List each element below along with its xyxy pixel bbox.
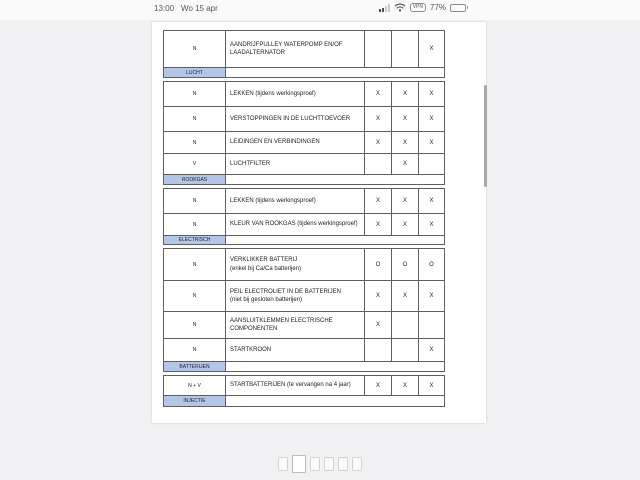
description-cell: AANSLUITKLEMMEN ELECTRISCHE COMPONENTEN (226, 312, 365, 338)
mark-cell: X (429, 347, 434, 353)
table-row (163, 311, 445, 339)
description-cell: VERKLIKKER BATTERIJ (enkel bij Ca/Ca batterijen) (226, 249, 365, 280)
table-row (163, 30, 445, 68)
mark-cell: X (365, 132, 392, 153)
mark-cell: X (392, 281, 419, 311)
section-row (163, 395, 445, 407)
code-cell: N (164, 281, 226, 311)
section-label: ELECTRISCH (164, 236, 226, 244)
section-row (163, 361, 445, 372)
document-page[interactable] (152, 22, 486, 423)
battery-icon (450, 3, 468, 12)
description-cell: PEIL ELECTROLIET IN DE BATTERIJEN (niet bij gesloten batterijen) (226, 281, 365, 311)
mark-cell (365, 339, 392, 361)
description-cell: STARTBATTERIJEN (te vervangen na 4 jaar) (226, 376, 365, 395)
description-cell: STARTKROON (226, 339, 365, 361)
mark-cell (365, 154, 392, 174)
scrollbar[interactable] (484, 85, 487, 187)
mark-cell (392, 339, 419, 361)
maintenance-table (163, 31, 445, 407)
mark-cell: X (365, 312, 392, 338)
mark-cell: O (392, 249, 419, 280)
mark-cell: O (429, 261, 434, 268)
table-row (163, 153, 445, 175)
section-label: ROOKGAS (164, 175, 226, 184)
section-label: INJECTIE (164, 396, 226, 406)
mark-cell: X (392, 132, 419, 153)
mark-cell: O (365, 249, 392, 280)
section-row (163, 235, 445, 245)
mark-cell: X (365, 189, 392, 213)
table-row (163, 81, 445, 107)
mark-cell: X (392, 82, 419, 106)
cellular-signal-icon (379, 4, 390, 12)
code-cell: N (164, 31, 226, 67)
code-cell: N (164, 339, 226, 361)
table-row (163, 188, 445, 214)
code-cell: N (164, 312, 226, 338)
page-thumbnail[interactable] (278, 457, 288, 471)
section-row (163, 174, 445, 185)
clock-label: 13:00 (154, 4, 175, 13)
mark-cell: X (365, 82, 392, 106)
table-row (163, 106, 445, 132)
status-bar (0, 0, 640, 20)
section-label: LUCHT (164, 68, 226, 77)
mark-cell: X (365, 281, 392, 311)
table-row (163, 213, 445, 236)
mark-cell: X (429, 139, 434, 146)
description-cell: LEKKEN (tijdens werkingsproef) (226, 189, 365, 213)
mark-cell (419, 154, 444, 174)
section-row-spacer (226, 396, 444, 406)
battery-percent-label: 77% (429, 3, 446, 12)
table-row (163, 338, 445, 362)
table-row (163, 375, 445, 396)
section-row (163, 67, 445, 78)
description-cell: KLEUR VAN ROOKGAS (tijdens werkingsproef) (226, 214, 365, 235)
mark-cell: X (429, 221, 434, 228)
section-row-spacer (226, 175, 444, 184)
mark-cell: X (365, 376, 392, 395)
page-thumbnail[interactable] (338, 457, 348, 471)
mark-cell: X (429, 46, 434, 52)
mark-cell: X (392, 154, 419, 174)
mark-cell: X (392, 376, 419, 395)
table-row (163, 248, 445, 281)
table-row (163, 131, 445, 154)
code-cell: N (164, 107, 226, 131)
description-cell: LUCHTFILTER (226, 154, 365, 174)
mark-cell: X (429, 198, 434, 204)
description-cell: LEIDINGEN EN VERBINDINGEN (226, 132, 365, 153)
description-cell: VERSTOPPINGEN IN DE LUCHTTOEVOER (226, 107, 365, 131)
mark-cell (365, 31, 392, 67)
code-cell: N (164, 214, 226, 235)
mark-cell (392, 312, 419, 338)
code-cell: N (164, 132, 226, 153)
code-cell: N + V (164, 376, 226, 395)
page-thumbnail[interactable] (292, 455, 306, 473)
section-label: BATTERIJEN (164, 362, 226, 371)
code-cell: N (164, 249, 226, 280)
vpn-badge: VPN (410, 3, 426, 12)
section-row-spacer (226, 236, 444, 244)
date-label: Wo 15 apr (181, 4, 218, 13)
code-cell: N (164, 82, 226, 106)
mark-cell: X (429, 382, 434, 389)
mark-cell: X (365, 107, 392, 131)
section-row-spacer (226, 68, 444, 77)
page-thumbnail[interactable] (324, 457, 334, 471)
mark-cell (419, 312, 444, 338)
code-cell: N (164, 189, 226, 213)
mark-cell: X (392, 107, 419, 131)
mark-cell: X (429, 91, 434, 97)
code-cell: V (164, 154, 226, 174)
table-row (163, 280, 445, 312)
section-row-spacer (226, 362, 444, 371)
description-cell: LEKKEN (tijdens werkingsproef) (226, 82, 365, 106)
mark-cell (392, 31, 419, 67)
mark-cell: X (429, 293, 434, 299)
wifi-icon (394, 3, 406, 12)
mark-cell: X (392, 189, 419, 213)
mark-cell: X (365, 214, 392, 235)
description-cell: AANDRIJFPULLEY WATERPOMP EN/OF LAADALTERNATOR (226, 31, 365, 67)
page-thumbnail[interactable] (310, 457, 320, 471)
mark-cell: X (392, 214, 419, 235)
page-thumbnail-pager (0, 453, 640, 475)
mark-cell: X (429, 116, 434, 122)
page-thumbnail[interactable] (352, 457, 362, 471)
